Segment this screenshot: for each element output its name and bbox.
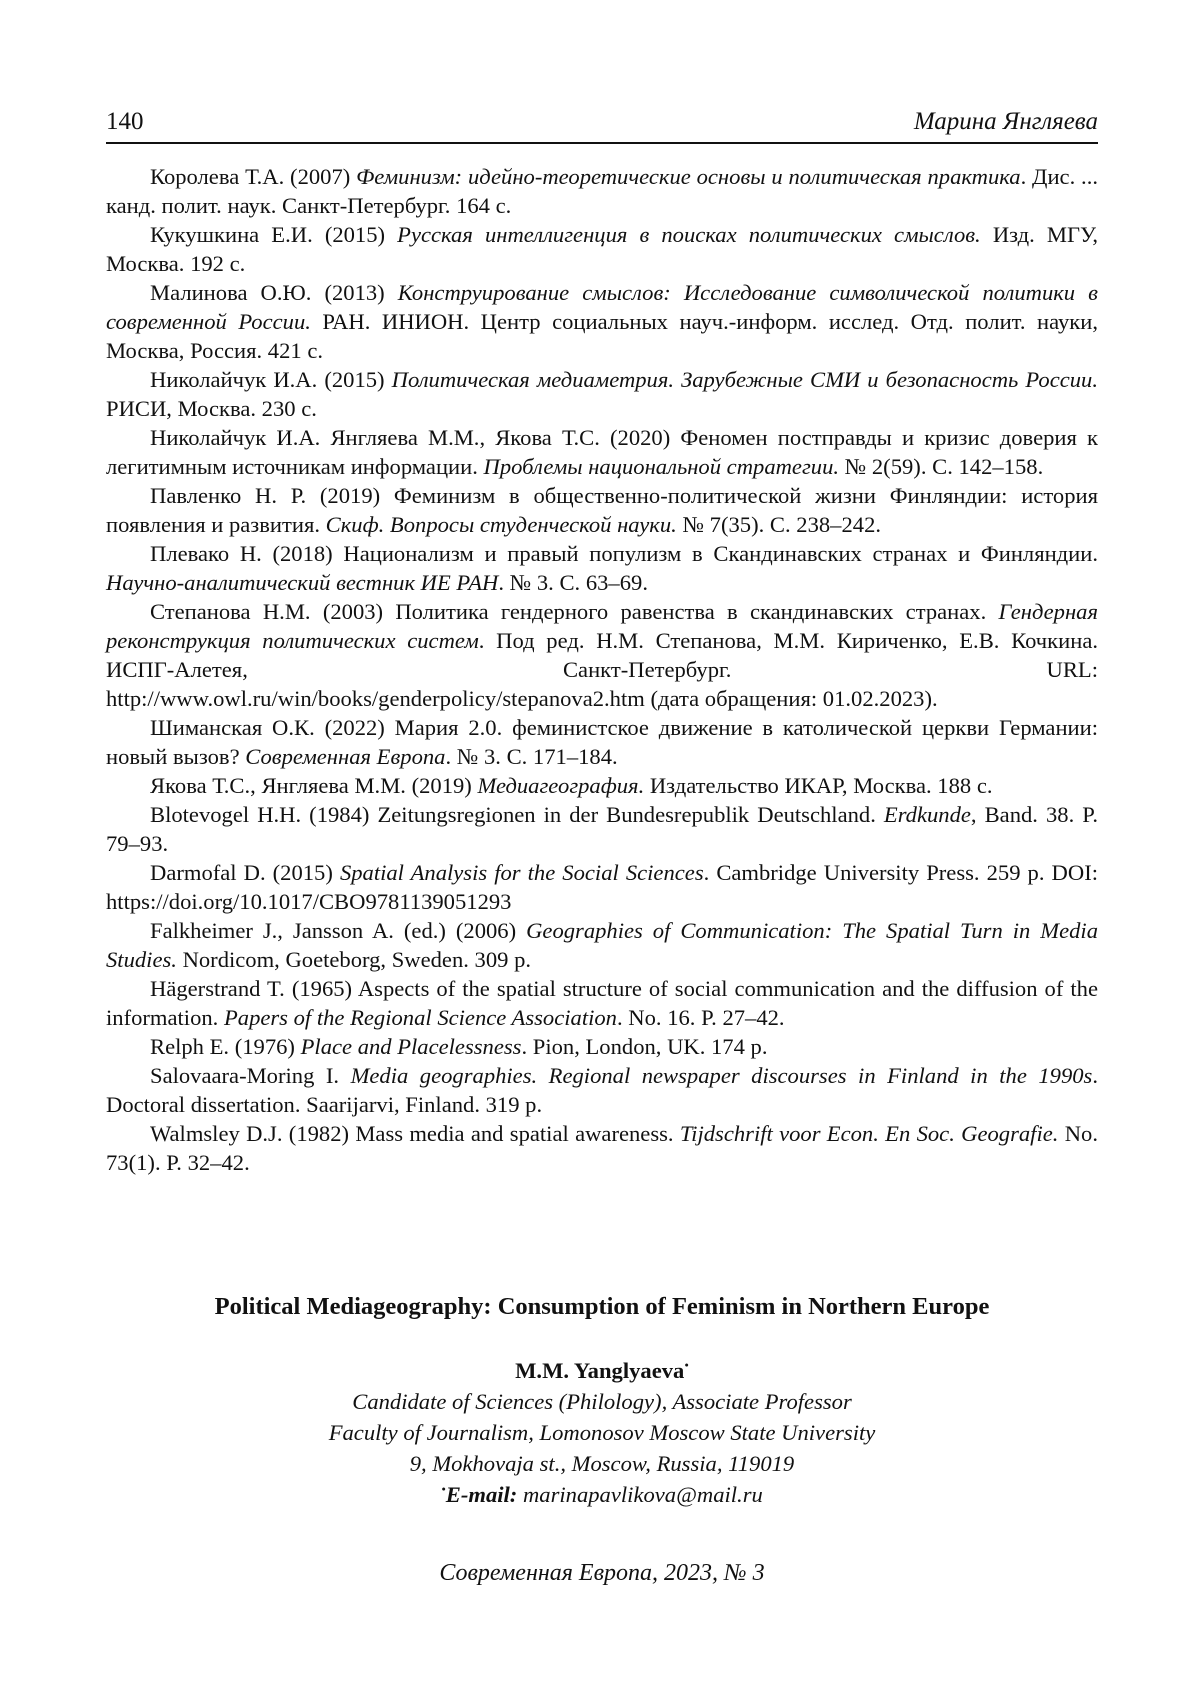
reference-item: Якова Т.С., Янгляева М.М. (2019) Медиагеография. Издательство ИКАР, Москва. 188 с. (150, 773, 993, 798)
reference-item: Малинова О.Ю. (2013) Конструирование смыслов: Исследование символической политики в современной России. РАН. ИНИОН. Центр социальных науч.-информ. исслед. Отд. полит. науки, Москва, Россия. 421 с. (106, 280, 1098, 363)
author-address: 9, Mokhovaja st., Moscow, Russia, 119019 (409, 1451, 795, 1476)
reference-item: Relph E. (1976) Place and Placelessness. Pion, London, UK. 174 p. (150, 1034, 768, 1059)
reference-item: Николайчук И.А. Янгляева М.М., Якова Т.С. (2020) Феномен постправды и кризис доверия к легитимным источникам информации. Проблемы национальной стратегии. № 2(59). С. 142–158. (106, 425, 1098, 479)
reference-item: Hägerstrand T. (1965) Aspects of the spatial structure of social communication and the diffusion of the information. Papers of the Regional Science Association. No. 16. P. 27–42. (106, 976, 1098, 1030)
running-header (106, 102, 1098, 144)
reference-item: Salovaara-Moring I. Media geographies. Regional newspaper discourses in Finland in the 1990s. Doctoral dissertation. Saarijarvi, Finland. 319 p. (106, 1063, 1098, 1117)
author-name: M.M. Yanglyaeva (515, 1358, 685, 1383)
running-author: Марина Янгляева (913, 108, 1098, 135)
english-article-title: Political Mediageography: Consumption of Feminism in Northern Europe (214, 1293, 990, 1320)
journal-footer: Современная Европа, 2023, № 3 (439, 1560, 765, 1586)
reference-url-line: http://www.owl.ru/win/books/genderpolicy/stepanova2.htm (дата обращения: 01.02.2023). (106, 686, 938, 711)
author-marker: • (684, 1357, 689, 1373)
author-email[interactable]: marinapavlikova@mail.ru (522, 1482, 763, 1507)
page-number: 140 (106, 108, 144, 135)
reference-item: Николайчук И.А. (2015) Политическая медиаметрия. Зарубежные СМИ и безопасность России. РИСИ, Москва. 230 с. (106, 367, 1098, 421)
reference-item: Blotevogel H.H. (1984) Zeitungsregionen in der Bundesrepublik Deutschland. Erdkunde, Band. 38. P. 79–93. (106, 802, 1098, 856)
author-block (106, 1355, 1098, 1510)
author-affiliation: Faculty of Journalism, Lomonosov Moscow State University (328, 1420, 876, 1445)
reference-item: Кукушкина Е.И. (2015) Русская интеллигенция в поисках политических смыслов. Изд. МГУ, Москва. 192 с. (106, 222, 1099, 276)
reference-item: Королева Т.А. (2007) Феминизм: идейно-теоретические основы и политическая практика. Дис. ... канд. полит. наук. Санкт-Петербург. 164 с. (106, 164, 1098, 218)
reference-item: Falkheimer J., Jansson A. (ed.) (2006) Geographies of Communication: The Spatial Turn in Media Studies. Nordicom, Goeteborg, Sweden. 309 p. (106, 918, 1098, 972)
reference-item: Шиманская О.К. (2022) Мария 2.0. феминистское движение в католической церкви Германии: новый вызов? Современная Европа. № 3. С. 171–184. (106, 715, 1098, 769)
reference-item: Павленко Н. Р. (2019) Феминизм в общественно-политической жизни Финляндии: история появления и развития. Скиф. Вопросы студенческой науки. № 7(35). С. 238–242. (106, 483, 1098, 537)
reference-item: Darmofal D. (2015) Spatial Analysis for the Social Sciences. Cambridge University Press. 259 p. DOI: https://doi.org/10.1017/CBO9781139051293 (106, 860, 1098, 914)
author-email-line (106, 1479, 1098, 1510)
author-degree: Candidate of Sciences (Philology), Associate Professor (352, 1389, 852, 1414)
email-marker: • (441, 1481, 446, 1497)
email-label: E-mail: (445, 1482, 518, 1507)
reference-item: Степанова Н.М. (2003) Политика гендерного равенства в скандинавских странах. Гендерная реконструкция политических систем. Под ред. Н.М. Степанова, М.М. Кириченко, Е.В. Кочкина. ИСПГ-Алетея, Санкт-Петербург. URL: (106, 599, 1098, 682)
reference-list (106, 162, 1098, 1177)
author-name-line (106, 1355, 1098, 1386)
reference-item: Walmsley D.J. (1982) Mass media and spatial awareness. Tijdschrift voor Econ. En Soc. Geografie. No. 73(1). P. 32–42. (106, 1121, 1098, 1175)
reference-item: Плевако Н. (2018) Национализм и правый популизм в Скандинавских странах и Финляндии. Научно-аналитический вестник ИЕ РАН. № 3. С. 63–69. (106, 541, 1098, 595)
